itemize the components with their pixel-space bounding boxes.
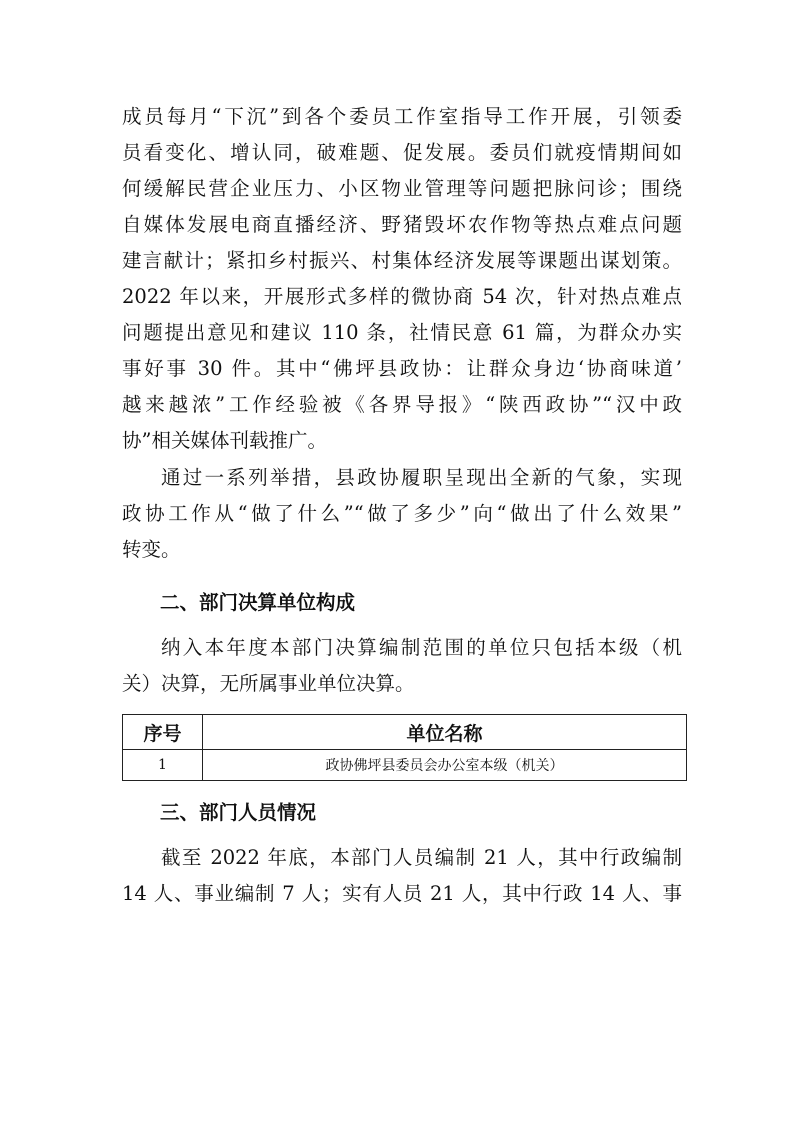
text-line: 2022 年以来，开展形式多样的微协商 54 次，针对热点难点: [122, 285, 682, 308]
text-line: 通过一系列举措，县政协履职呈现出全新的气象，实现: [161, 466, 682, 489]
text-line: 协”相关媒体刊载推广。: [122, 429, 327, 452]
cell-unit-name: 政协佛坪县委员会办公室本级（机关）: [203, 750, 687, 781]
cell-index: 1: [123, 750, 203, 781]
section-2-heading: 二、部门决算单位构成: [160, 591, 356, 614]
section-3-paragraph: [122, 840, 682, 912]
summary-paragraph: [122, 460, 682, 568]
text-line: 截至 2022 年底，本部门人员编制 21 人，其中行政编制: [161, 846, 682, 869]
text-line: 关）决算，无所属事业单位决算。: [122, 672, 415, 695]
text-line: 转变。: [122, 538, 181, 561]
text-line: 14 人、事业编制 7 人；实有人员 21 人，其中行政 14 人、事: [122, 882, 682, 905]
text-line: 越来越浓”工作经验被《各界导报》“陕西政协”“汉中政: [122, 393, 682, 416]
text-line: 何缓解民营企业压力、小区物业管理等问题把脉问诊；围绕: [122, 177, 682, 200]
table-header-row: [123, 715, 687, 750]
section-2-paragraph: [122, 630, 682, 702]
table-row: [123, 750, 687, 781]
section-3-heading: 三、部门人员情况: [160, 801, 317, 824]
column-header-unit-name: 单位名称: [203, 715, 687, 750]
text-line: 成员每月“下沉”到各个委员工作室指导工作开展，引领委: [122, 105, 682, 128]
text-line: 政协工作从“做了什么”“做了多少”向“做出了什么效果”: [122, 502, 682, 525]
intro-paragraph: [122, 99, 682, 459]
text-line: 事好事 30 件。其中“佛坪县政协：让群众身边‘协商味道’: [122, 357, 682, 380]
text-line: 问题提出意见和建议 110 条，社情民意 61 篇，为群众办实: [122, 321, 682, 344]
text-line: 自媒体发展电商直播经济、野猪毁坏农作物等热点难点问题: [122, 213, 682, 236]
column-header-index: 序号: [123, 715, 203, 750]
units-table: [122, 714, 687, 781]
text-line: 员看变化、增认同，破难题、促发展。委员们就疫情期间如: [122, 141, 682, 164]
text-line: 建言献计；紧扣乡村振兴、村集体经济发展等课题出谋划策。: [122, 249, 682, 272]
text-line: 纳入本年度本部门决算编制范围的单位只包括本级（机: [161, 636, 682, 659]
